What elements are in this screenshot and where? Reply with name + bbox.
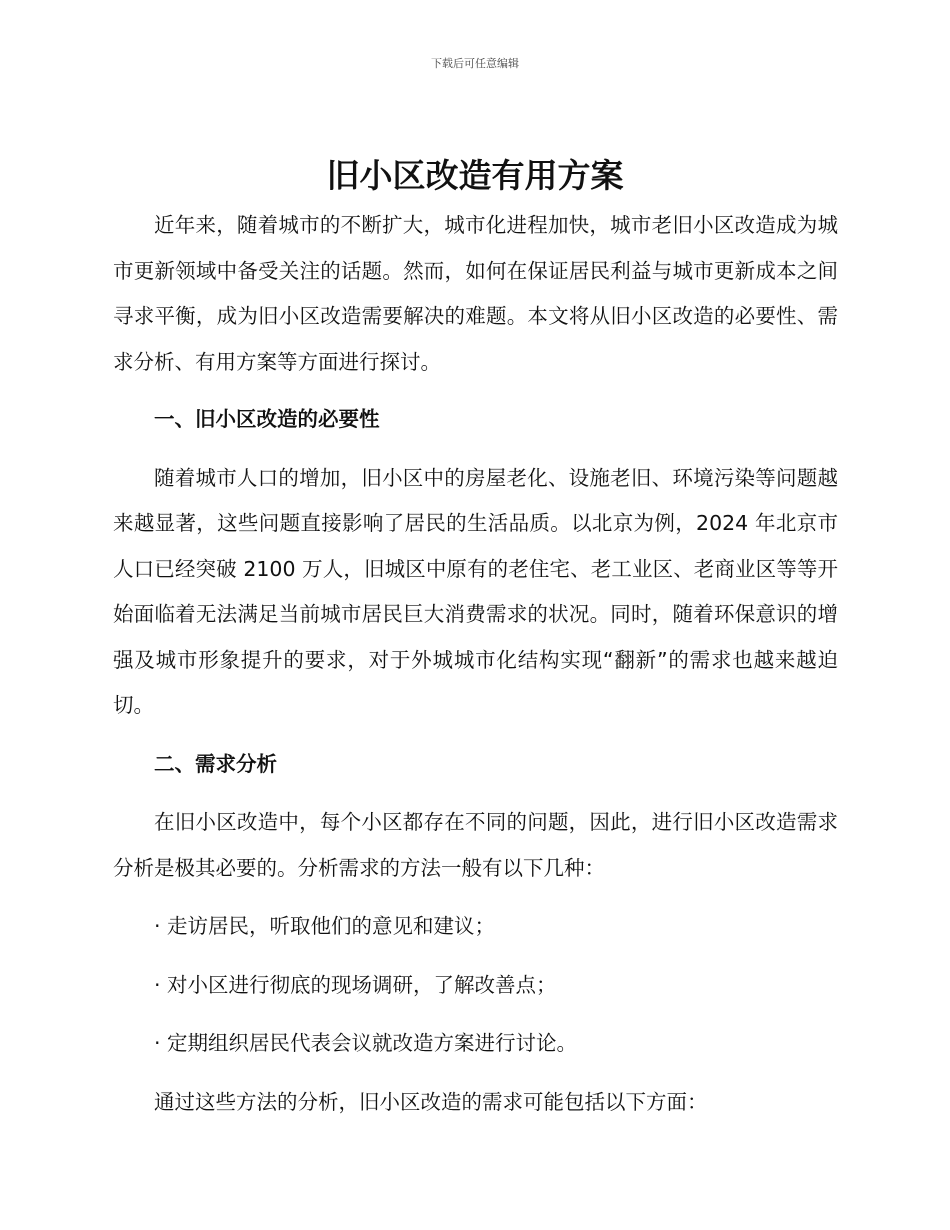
list-item: · 对小区进行彻底的现场调研，了解改善点； xyxy=(154,972,557,997)
page-title: 旧小区改造有用方案 xyxy=(326,156,624,195)
header-note: 下载后可任意编辑 xyxy=(431,57,519,70)
section-heading-needs-analysis: 二、需求分析 xyxy=(154,751,277,776)
necessity-paragraph: 随着城市人口的增加，旧小区中的房屋老化、设施老旧、环境污染等问题越来越显著，这些问题直接影响了居民的生活品质。以北京为例，2024 年北京市人口已经突破 2100 万人，旧城区中原有的老住宅、老工业区、老商业区等等开始面临着无法满足当前城市居民巨大消费需求的状况。同时，随着环保意识的增强及城市形象提升的要求，对于外城城市化结构实现“翻新”的需求也越来越迫切。 xyxy=(113,465,838,717)
list-item: · 定期组织居民代表会议就改造方案进行讨论。 xyxy=(154,1031,578,1055)
document-body xyxy=(113,203,838,1125)
section-heading-necessity: 一、旧小区改造的必要性 xyxy=(154,407,380,431)
closing-paragraph: 通过这些方法的分析，旧小区改造的需求可能包括以下方面： xyxy=(154,1089,708,1114)
intro-paragraph: 近年来，随着城市的不断扩大，城市化进程加快，城市老旧小区改造成为城市更新领域中备受关注的话题。然而，如何在保证居民利益与城市更新成本之间寻求平衡，成为旧小区改造需要解决的难题。本文将从旧小区改造的必要性、需求分析、有用方案等方面进行探讨。 xyxy=(113,213,838,374)
list-item: · 走访居民，听取他们的意见和建议； xyxy=(154,914,496,938)
needs-analysis-paragraph: 在旧小区改造中，每个小区都存在不同的问题，因此，进行旧小区改造需求分析是极其必要的。分析需求的方法一般有以下几种： xyxy=(113,810,838,880)
